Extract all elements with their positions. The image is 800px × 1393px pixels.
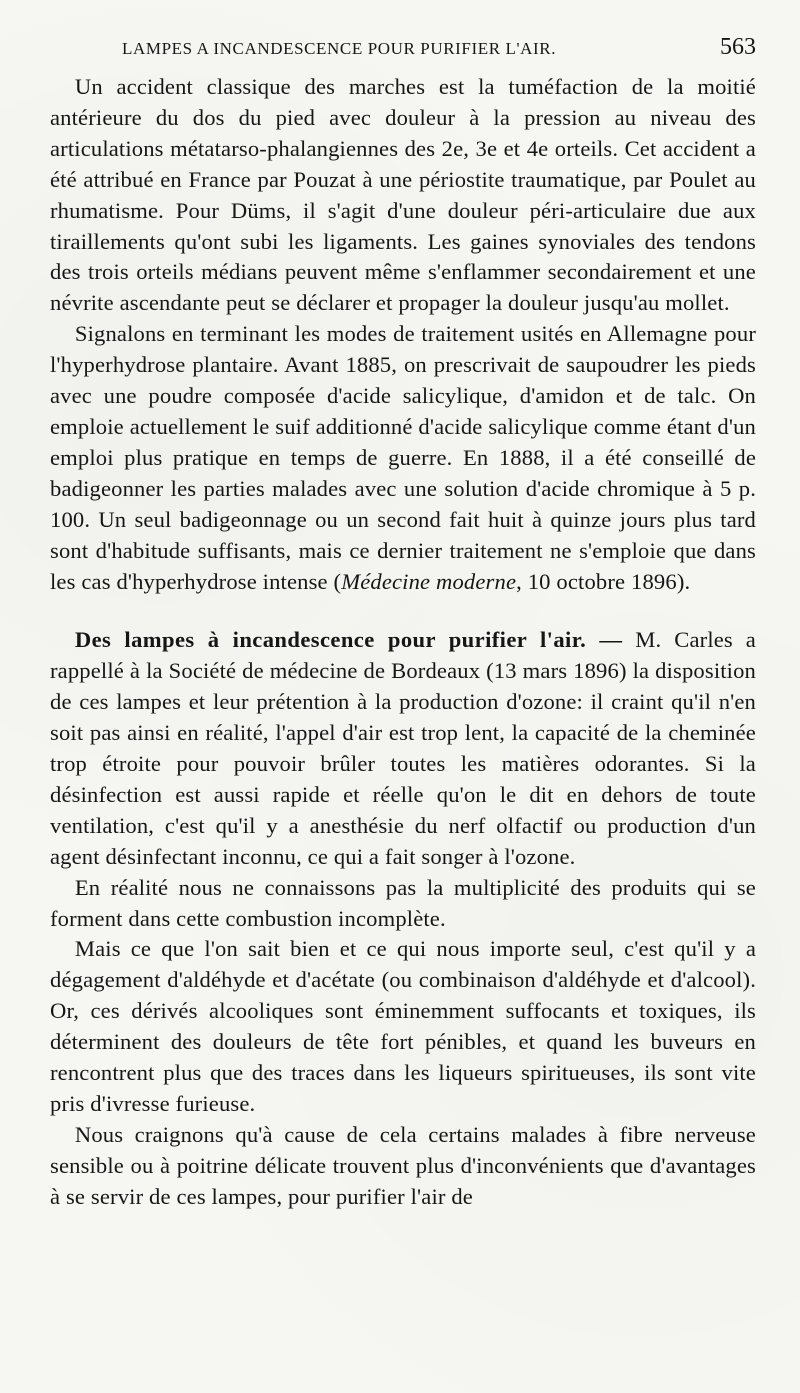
page-number: 563 (720, 34, 756, 60)
body-text (50, 72, 756, 1213)
section-spacing (50, 597, 756, 625)
paragraph-march-foot-injury: Un accident classique des marches est la tuméfaction de la moitié antérieure du dos du pied avec douleur à la pression au niveau des articulations métatarso-phalangiennes des 2e, 3e et 4e orteils. Cet accident a été attribué en France par Pouzat à une périostite traumatique, par Poulet au rhumatisme. Pour Düms, il s'agit d'une douleur péri-articulaire due aux tiraillements qu'ont subi les ligaments. Les gaines synoviales des tendons des trois orteils médians peuvent même s'enflammer secondairement et une névrite ascendante peut se déclarer et propager la douleur jusqu'au mollet. (50, 74, 756, 316)
running-title: LAMPES A INCANDESCENCE POUR PURIFIER L'AIR. (122, 39, 557, 58)
running-header (50, 34, 756, 72)
paragraph-hyperhidrosis-treatment (50, 319, 756, 597)
paragraph-text: M. Carles a rappellé à la Société de médecine de Bordeaux (13 mars 1896) la disposition de ces lampes et leur prétention à la production d'ozone: il craint qu'il n'en soit pas ainsi en réalité, l'appel d'air est trop lent, la capacité de la cheminée trop étroite pour pouvoir brûler toutes les matières odorantes. Si la désinfection est aussi rapide et réelle qu'on le dit en dehors de toute ventilation, c'est qu'il y a anesthésie du nerf olfactif ou production d'un agent désinfectant inconnu, ce qui a fait songer à l'ozone. (50, 627, 756, 869)
paragraph-text-end: , 10 octobre 1896). (516, 568, 691, 594)
paragraph-aldehyde-effects: Mais ce que l'on sait bien et ce qui nous importe seul, c'est qu'il y a dégagement d'aldéhyde et d'acétate (ou combinaison d'aldéhyde et d'alcool). Or, ces dérivés alcooliques sont éminemment suffocants et toxiques, ils déterminent des douleurs de tête fort pénibles, et quand les buveurs en rencontrent plus que des traces dans les liqueurs spiritueuses, ils sont vite pris d'ivresse furieuse. (50, 936, 756, 1116)
paragraph-incandescent-lamps (50, 625, 756, 872)
paragraph-text: Signalons en terminant les modes de traitement usités en Allemagne pour l'hyperhydrose plantaire. Avant 1885, on prescrivait de saupoudrer les pieds avec une poudre composée d'acide salicylique, d'amidon et de talc. On emploie actuellement le suif additionné d'acide salicylique comme étant d'un emploi plus pratique en temps de guerre. En 1888, il a été conseillé de badigeonner les parties malades avec une solution d'acide chromique à 5 p. 100. Un seul badigeonnage ou un second fait huit à quinze jours plus tard sont d'habitude suffisants, mais ce dernier traitement ne s'emploie que dans les cas d'hyperhydrose intense ( (50, 321, 756, 594)
section-title: Des lampes à incandescence pour purifier l'air. — (74, 627, 623, 653)
paragraph-patient-caution: Nous craignons qu'à cause de cela certains malades à fibre nerveuse sensible ou à poitrine délicate trouvent plus d'inconvénients que d'avantages à se servir de ces lampes, pour purifier l'air de (50, 1121, 756, 1209)
paragraph-combustion-products: En réalité nous ne connaissons pas la multiplicité des produits qui se forment dans cette combustion incomplète. (50, 874, 756, 931)
cited-journal: Médecine moderne (341, 568, 517, 594)
